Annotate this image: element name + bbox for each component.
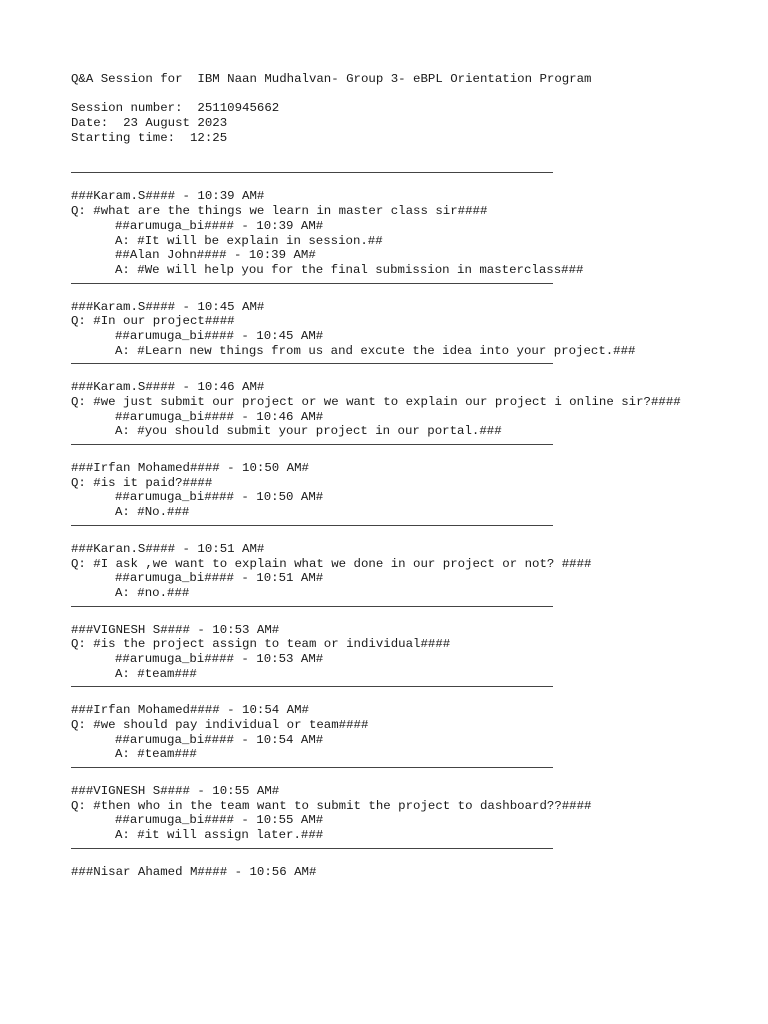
start-time-value: 12:25 [189,130,228,145]
responder-time: 10:39 AM# [256,218,324,233]
asker-line [71,542,751,557]
separator: - [219,703,243,718]
divider [71,606,553,607]
asker-time: 10:45 AM# [197,299,265,314]
question-text: Q: #we should pay individual or team#### [71,718,369,732]
asker-name: ###Karam.S#### [71,189,176,204]
responder-name: ##arumuga_bi#### [115,571,234,586]
responder-line [71,248,751,263]
answer-text: A: #Learn new things from us and excute the idea into your project.### [115,343,636,358]
responder-name: ##arumuga_bi#### [115,328,234,343]
asker-line [71,623,751,638]
asker-time: 10:50 AM# [242,461,309,476]
responder-name: ##arumuga_bi#### [115,651,234,666]
responder-name: ##arumuga_bi#### [115,732,234,747]
separator: - [189,784,213,799]
responder-line [71,219,751,234]
date-line [71,116,751,131]
asker-name: ###VIGNESH S#### [71,622,190,637]
document-page [71,72,751,880]
answer-text: A: #it will assign later.### [115,828,324,843]
date-value: 23 August 2023 [123,116,228,131]
session-number-line [71,101,751,116]
responder-name: ##Alan John#### [115,248,227,263]
asker-name: ###Irfan Mohamed#### [71,461,220,476]
asker-time: 10:46 AM# [197,380,265,395]
divider [71,767,553,768]
asker-name: ###Nisar Ahamed M#### [71,864,228,879]
question-text: Q: #I ask ,we want to explain what we done in our project or not? #### [71,556,592,571]
responder-line [71,733,751,748]
document-title: Q&A Session for IBM Naan Mudhalvan- Group 3- eBPL Orientation Program [71,72,592,86]
qa-entry [71,380,751,445]
asker-line [71,189,751,204]
session-number-value: 25110945662 [197,101,280,116]
separator: - [233,651,257,666]
date-label: Date: [71,116,109,131]
responder-time: 10:54 AM# [256,732,324,747]
responder-line [71,571,751,586]
divider [71,283,553,284]
qa-entry [71,784,751,849]
responder-line [71,652,751,667]
answer-text: A: #you should submit your project in our portal.### [115,424,502,439]
responder-line [71,813,751,828]
asker-line [71,865,751,880]
divider [71,686,553,687]
qa-entry [71,461,751,526]
separator: - [233,409,257,424]
separator: - [175,189,198,204]
answer-text: A: #We will help you for the final submission in masterclass### [115,262,584,277]
asker-line [71,461,751,476]
start-time-line [71,131,751,146]
responder-name: ##arumuga_bi#### [115,813,234,828]
asker-time: 10:56 AM# [249,864,317,879]
separator: - [233,490,257,505]
responder-time: 10:50 AM# [256,490,324,505]
asker-time: 10:39 AM# [197,189,265,204]
separator: - [233,218,257,233]
divider [71,363,553,364]
qa-entry [71,542,751,607]
separator: - [175,380,198,395]
separator: - [189,622,213,637]
separator: - [219,461,243,476]
question-text: Q: #we just submit our project or we want to explain our project i online sir?#### [71,395,681,409]
responder-name: ##arumuga_bi#### [115,218,234,233]
separator: - [175,299,198,314]
asker-time: 10:51 AM# [197,541,265,556]
separator: - [226,248,249,263]
separator: - [175,541,198,556]
responder-name: ##arumuga_bi#### [115,409,234,424]
responder-time: 10:55 AM# [256,813,324,828]
asker-name: ###Karan.S#### [71,541,176,556]
asker-line [71,784,751,799]
divider [71,172,553,173]
asker-time: 10:54 AM# [242,703,309,718]
responder-line [71,490,751,505]
separator: - [227,864,250,879]
responder-time: 10:45 AM# [256,328,324,343]
divider [71,444,553,445]
qa-entry [71,300,751,365]
divider [71,848,553,849]
answer-text: A: #team### [115,747,197,762]
asker-name: ###Karam.S#### [71,299,176,314]
answer-text: A: #No.### [115,505,190,520]
responder-line [71,329,751,344]
qa-entries [71,189,751,879]
asker-time: 10:55 AM# [212,784,280,799]
qa-entry [71,865,751,880]
separator: - [233,732,257,747]
start-time-label: Starting time: [71,130,176,145]
question-text: Q: #then who in the team want to submit the project to dashboard??#### [71,798,592,813]
answer-text: A: #It will be explain in session.## [115,233,383,248]
separator: - [233,813,257,828]
asker-line [71,300,751,315]
question-text: Q: #is the project assign to team or individual#### [71,637,451,652]
qa-entry [71,623,751,688]
asker-line [71,380,751,395]
question-text: Q: #what are the things we learn in master class sir#### [71,204,488,219]
responder-time: 10:46 AM# [256,409,324,424]
question-text: Q: #is it paid?#### [71,475,213,490]
responder-time: 10:39 AM# [248,248,316,263]
question-text: Q: #In our project#### [71,314,235,329]
asker-time: 10:53 AM# [212,622,280,637]
asker-name: ###Irfan Mohamed#### [71,703,220,718]
asker-line [71,703,751,718]
separator: - [233,571,257,586]
responder-name: ##arumuga_bi#### [115,490,234,505]
asker-name: ###Karam.S#### [71,380,176,395]
responder-line [71,410,751,425]
asker-name: ###VIGNESH S#### [71,784,190,799]
answer-text: A: #team### [115,666,197,681]
spacer [71,145,751,167]
separator: - [233,328,257,343]
qa-entry [71,189,751,283]
qa-entry [71,703,751,768]
session-number-label: Session number: [71,101,183,116]
answer-text: A: #no.### [115,585,190,600]
divider [71,525,553,526]
spacer [71,87,751,102]
responder-time: 10:51 AM# [256,571,324,586]
responder-time: 10:53 AM# [256,651,324,666]
